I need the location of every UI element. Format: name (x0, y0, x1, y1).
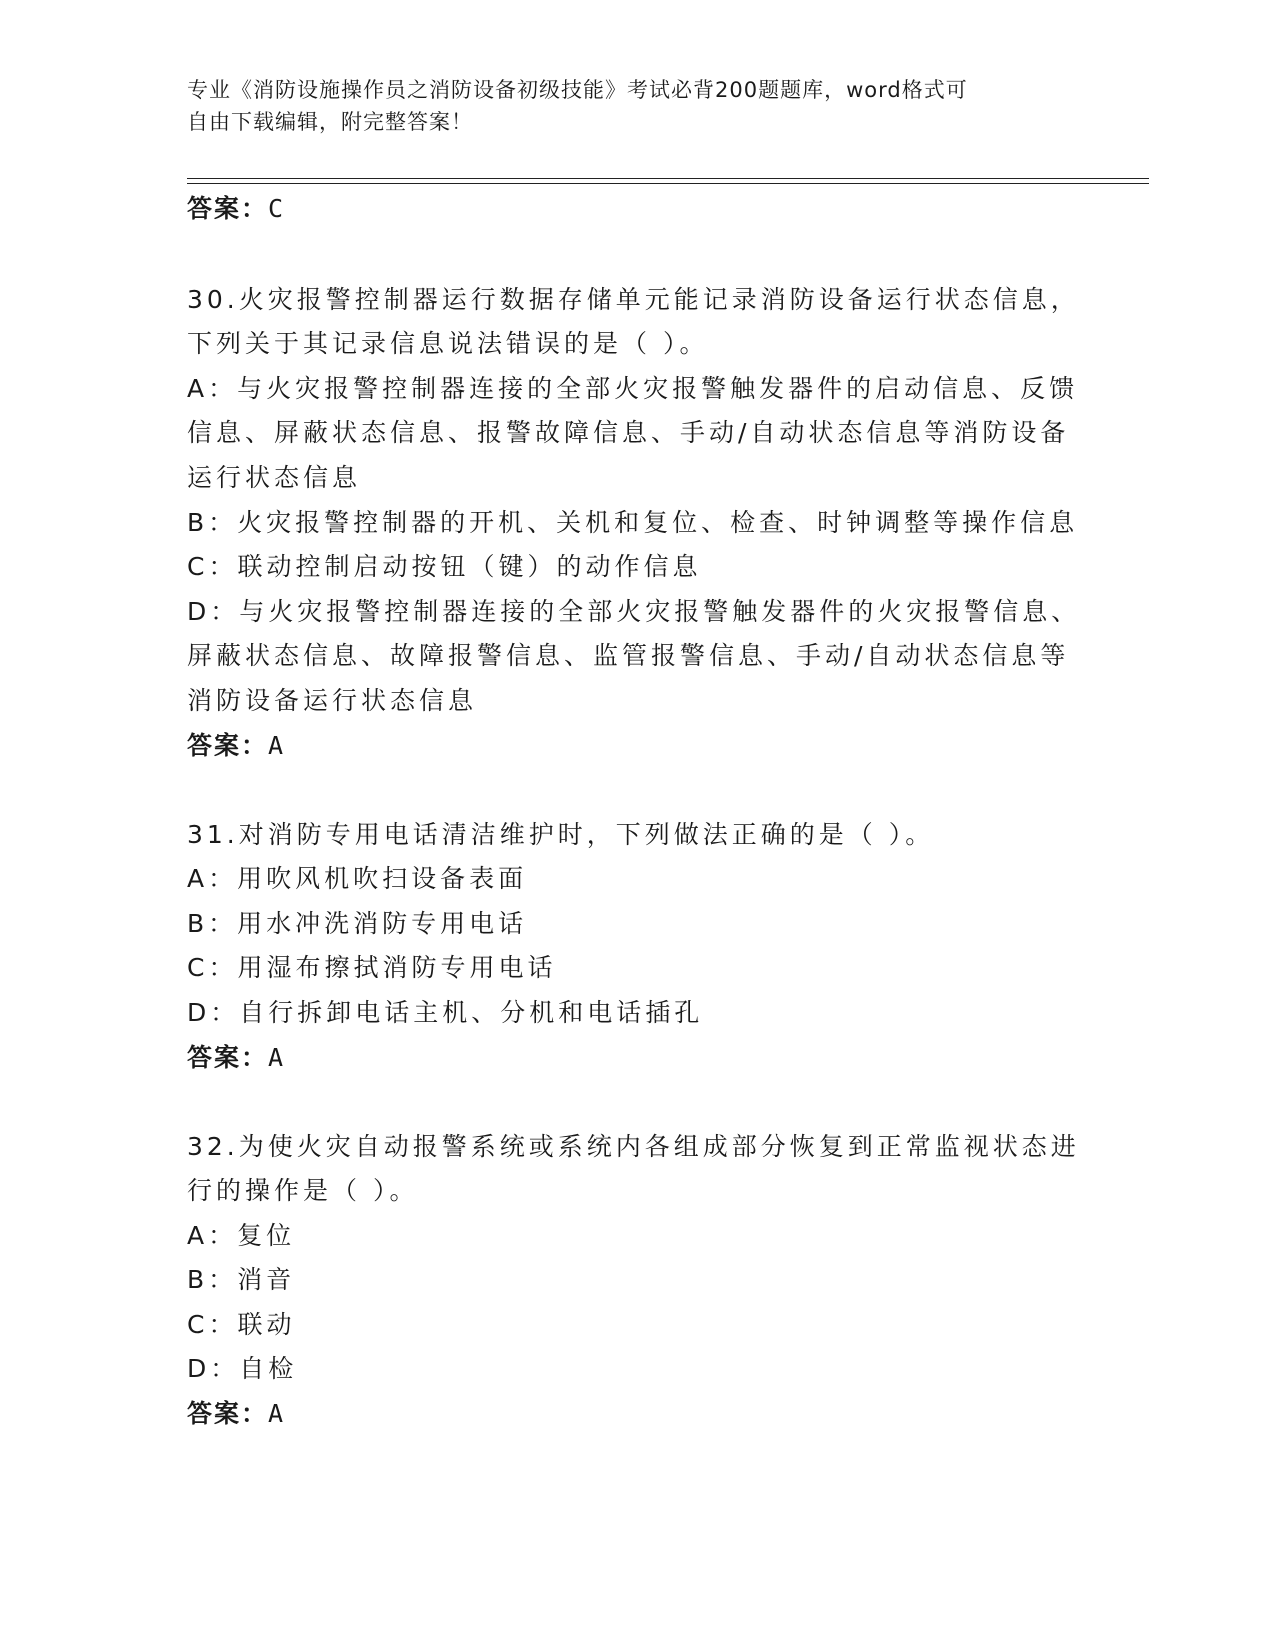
q32-answer (187, 1397, 285, 1431)
q31-option-d: D：自行拆卸电话主机、分机和电话插孔 (187, 998, 704, 1027)
q32-stem-line-2: 行的操作是（ ）。 (187, 1176, 419, 1205)
q32-stem-line-1: 32.为使火灾自动报警系统或系统内各组成部分恢复到正常监视状态进 (187, 1132, 1080, 1161)
header-line-2: 自由下载编辑，附完整答案！ (187, 110, 473, 134)
q32-option-d: D：自检 (187, 1354, 298, 1383)
q32-option-c: C：联动 (187, 1310, 296, 1339)
answer-label: 答案： (187, 194, 269, 223)
q30-option-a-line-2: 信息、屏蔽状态信息、报警故障信息、手动/自动状态信息等消防设备 (187, 418, 1070, 447)
q30-option-d-line-2: 屏蔽状态信息、故障报警信息、监管报警信息、手动/自动状态信息等 (187, 641, 1070, 670)
q32-option-a: A：复位 (187, 1221, 296, 1250)
document-header (187, 74, 1087, 138)
q29-answer (187, 192, 285, 226)
q30-option-d-line-1: D：与火灾报警控制器连接的全部火灾报警触发器件的火灾报警信息、 (187, 597, 1081, 626)
q30-answer (187, 729, 285, 763)
q31-answer-value: A (268, 1043, 286, 1072)
q30-stem-line-1: 30.火灾报警控制器运行数据存储单元能记录消防设备运行状态信息， (187, 285, 1080, 314)
header-line-1: 专业《消防设施操作员之消防设备初级技能》考试必背200题题库，word格式可 (187, 78, 968, 102)
q32-option-b: B：消音 (187, 1265, 296, 1294)
q29-answer-value: C (268, 194, 286, 223)
q31-option-b: B：用水冲洗消防专用电话 (187, 909, 528, 938)
q30-stem-line-2: 下列关于其记录信息说法错误的是（ ）。 (187, 329, 709, 358)
q30-answer-value: A (268, 731, 286, 760)
q30-option-d-line-3: 消防设备运行状态信息 (187, 686, 478, 715)
q30-option-c: C：联动控制启动按钮（键）的动作信息 (187, 552, 702, 581)
q31-option-a: A：用吹风机吹扫设备表面 (187, 864, 528, 893)
answer-label: 答案： (187, 731, 269, 760)
q31-answer (187, 1041, 285, 1075)
q31-stem: 31.对消防专用电话清洁维护时，下列做法正确的是（ ）。 (187, 820, 935, 849)
q30-option-a-line-3: 运行状态信息 (187, 463, 362, 492)
header-divider-top (187, 178, 1149, 179)
q30-option-b: B：火灾报警控制器的开机、关机和复位、检查、时钟调整等操作信息 (187, 508, 1079, 537)
q30-option-a-line-1: A：与火灾报警控制器连接的全部火灾报警触发器件的启动信息、反馈 (187, 374, 1079, 403)
answer-label: 答案： (187, 1399, 269, 1428)
answer-label: 答案： (187, 1043, 269, 1072)
q31-option-c: C：用湿布擦拭消防专用电话 (187, 953, 557, 982)
q32-answer-value: A (268, 1399, 286, 1428)
header-divider-bottom (187, 183, 1149, 184)
